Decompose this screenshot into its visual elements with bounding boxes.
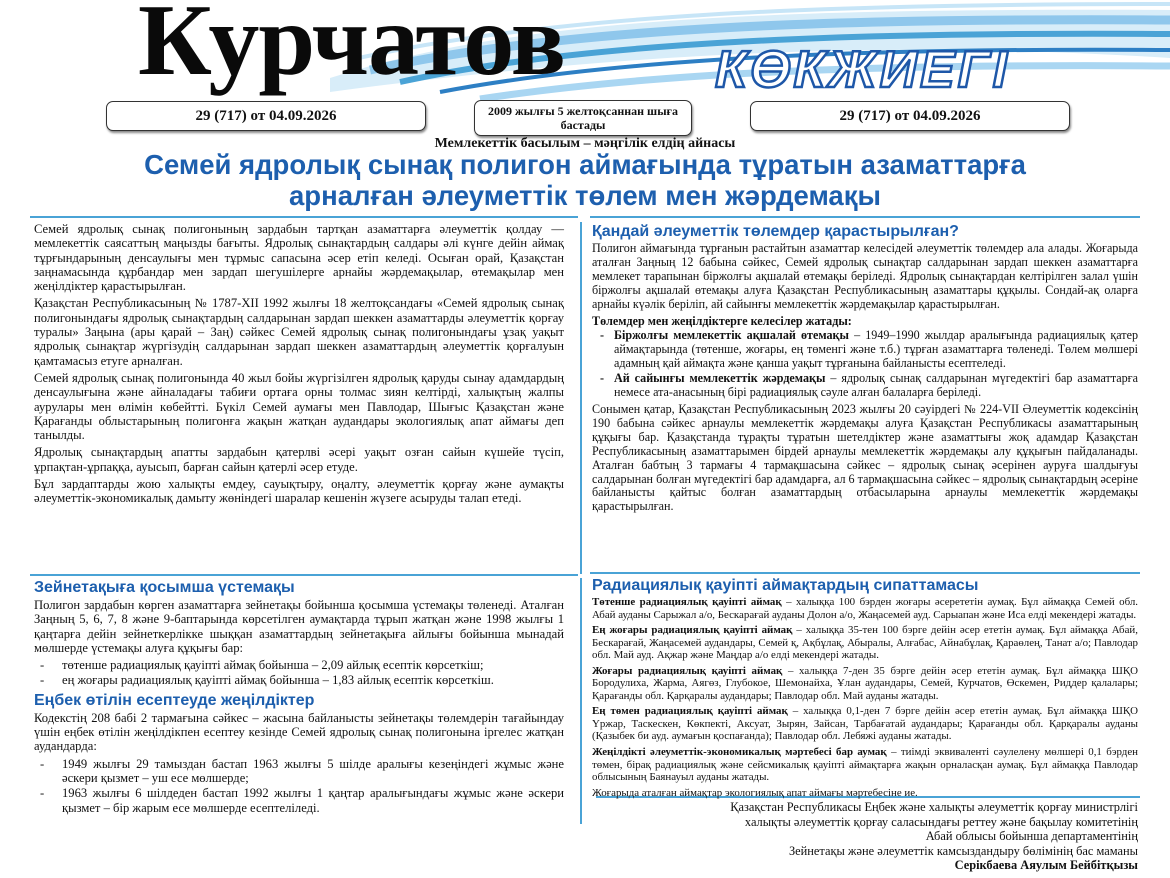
- zone-text: – халыққа 100 бэрден жоғары әсерететін аумақ. Бұл аймаққа Семей обл. Абай ауданы Сарыжал а/о, Бескарағай ауданы Долон а/о, Жаңасемей ауд. Сарыапан және Иса елді мекендері жатады.: [592, 596, 1138, 621]
- benefits-list: [592, 329, 1138, 400]
- masthead: [0, 0, 1170, 100]
- paragraph: Жоғарыда аталған аймақтар экологиялық апат аймағы мәртебесіне ие.: [592, 786, 918, 799]
- paragraph: Семей ядролық сынақ полигонының зардабын тартқан азаматтарға әлеуметтік қолдау — мемлекеттік саясаттың маңызды бағыты. Ядролық сынақтардың салдары әлі күнге дейін аймақ тұрғындарының денсаулығы мен тұрмыс сапасына әсер етіп келеді. Осыған орай, Қазақстан заңнамасында құрбандар мен зардап шегушілерге арнайы жәрдемақылар, өтемақылар мен жеңілдіктер қарастырылған.: [34, 222, 564, 294]
- signature-line: Қазақстан Республикасы Еңбек және халықты әлеуметтік қорғау министрлігі: [730, 800, 1138, 814]
- zone-text: – халыққа 0,1-ден 7 бэрге дейін әсер ететін аумақ. Бұл аймаққа ШҚО Үржар, Таскескен, Көкпекті, Аксуат, Зырян, Зайсан, Тарбағатай аудандары; Қарағанды обл. Қарқаралы ауданы (Қазыбек би ауд. аумағын қоспағанда); Павлодар обл. Лебяжі ауданы жатады.: [592, 705, 1139, 743]
- paragraph: Қазақстан Республикасының № 1787-XII 1992 жылғы 18 желтоқсандағы «Семей ядролық сынақ полигонындағы ядролық сынақтардың салдарынан зардап шеккен азаматтарды әлеуметтік қорғау туралы» Заңына (ары қарай – Заң) сәйкес Семей ядролық сынақ полигонындағы ұзақ уақыт ядролық сынақтар жүргізудің салдарынан зардап шеккен азаматтардың әлеуметтік қорғалуын қамтамасыз етуге арналған.: [34, 296, 564, 368]
- zone-name: Төтенше радиациялық қауіпті аймақ: [592, 596, 782, 608]
- signature-line: Зейнетақы және әлеуметтік камсыздандыру бөлімінің бас маманы: [788, 843, 1138, 858]
- column-divider-bottom: [580, 578, 582, 824]
- article-headline: [60, 149, 1110, 211]
- list-item: - төтенше радиациялық қауіпті аймақ бойынша – 2,09 айлық есептік көрсеткіш;: [34, 658, 564, 672]
- zone-text: – халыққа 7-ден 35 бэрге дейін әсер ететін аумақ. Бұл аймаққа ШҚО Бородулиха, Жарма, Аягөз, Глубокое, Шемонайха, Ұлан аудандары, Семей, Курчатов, Өскемен, Риддер қалалары; Қарағанды обл. Қарқаралы аудандары; Павлодар обл. Май ауданы жатады.: [592, 664, 1138, 702]
- zone-name: Ең төмен радиациялық қауіпті аймақ: [592, 705, 788, 718]
- zone-item: [592, 705, 1138, 743]
- paragraph: Полигон зардабын көрген азаматтарға зейнетақы бойынша қосымша үстемақы төленеді. Аталған Заңның 5, 6, 7, 8 және 9-баптарында көрсетілген аумақтарда тұрып жатқан және 1998 жылғы 1 қаңтарға дейін зейнеткерлікке шыққан азаматтардың зейнетақыға айлығы бойынша мынадай мөлшерде үстемақы алуға құқығы бар:: [34, 598, 564, 655]
- author-name: Серікбаева Аяулым Бейбітқызы: [954, 858, 1138, 873]
- author-signature: [578, 800, 1138, 873]
- divider-top-left: [30, 216, 578, 218]
- paragraph: Семей ядролық сынақ полигонында 40 жыл бойы жүргізілген ядролық қаруды сынау адамдардың денсаулығына және айналадағы табиғи ортаға орны толмас зиян келтірді, халықтың жалпы аурулары мен өлімін көбейтті. Бүкіл Семей аумағы мен Павлодар, Шығыс Қазақстан және Қарағанды облыстарының полигонға жақын жатқан аудандары экологиялық апат аймағы деп танылды.: [34, 370, 564, 443]
- list-item: - 1949 жылғы 29 тамыздан бастап 1963 жылғы 5 шілде аралығы кезеңіндегі жұмыс және әскери қызмет – уш есе мөлшерде;: [34, 757, 564, 786]
- founded-note: 2009 жылғы 5 желтоқсаннан шыға бастады: [474, 100, 692, 136]
- zone-name: Жоғары радиациялық қауіпті аймақ: [592, 664, 783, 677]
- section-title: Еңбек өтілін есептеуде жеңілдіктер: [34, 691, 315, 709]
- zone-name: Жеңілдікті әлеуметтік-экономикалық мәртебесі бар аумақ: [592, 746, 887, 759]
- newspaper-subtitle: КӨКЖИЕГІ: [715, 41, 1011, 99]
- slogan: Мемлекеттік басылым – мәңгілік елдің айнасы: [434, 136, 736, 151]
- intro-column: [34, 222, 564, 509]
- signature-line: халықты әлеуметтік қорғау саласындағы реттеу және бақылау комитетінің: [744, 814, 1138, 829]
- list-item: - ең жоғары радиациялық қауіпті аймақ бойынша – 1,83 айлық есептік көрсеткіш.: [34, 673, 564, 687]
- benefit-text: – 1949–1990 жылдар аралығында радиациялық қатер аймақтарында (төтенше, жоғары, ең төменгі және т.б.) тұрған азаматтарға төленеді. Төлем мөлшері адамның қай аймақта және қанша уақыт тұрғанына байланысты есептеледі.: [614, 328, 1138, 371]
- newspaper-title: Курчатов: [138, 0, 565, 97]
- list-item: - 1963 жылғы 6 шілдеден бастап 1992 жылғы 1 қаңтар аралығындағы жұмыс және әскери қызмет – бір жарым есе мөлшерде есептеліледі.: [34, 786, 564, 815]
- section-title: Зейнетақыға қосымша үстемақы: [34, 579, 295, 596]
- signature-line: Абай облысы бойынша департаментінің: [925, 829, 1138, 844]
- benefit-text: – ядролық сынақ салдарынан мүгедектігі бар азаматтарға немесе ата-анасының бірі радиациялық сәуле алған балаларға беріледі.: [614, 371, 1138, 400]
- zones-column: [592, 576, 1138, 802]
- paragraph: Полигон аймағында тұрғанын растайтын азаматтар келесідей әлеуметтік төлемдер ала алады. Жоғарыда аталған Заңның 12 бабына сәйкес, Семей ядролық сынақтар салдарынан зардап шеккен азаматтарға мемлекет тарапынан біржолғы ақшалай өтемақы беріледі. Ядролық сынақтардан келтірілген залал үшін біржолғы ақшалай өтемақы алуға Қазақстан Республикасының азаматтары құқылы. Сондай-ақ оларға арнайы күәлік беріліп, ай сайынғы мемлекеттік жәрдемақылар қарастырылған.: [592, 241, 1138, 311]
- paragraph: Ядролық сынақтардың апатты зардабын қатерлві әсері уақыт озған сайын күшейе түсіп, ұрпақтан-ұрпаққа, ауысып, барған сайын қатерлі әсер етуде.: [34, 445, 564, 474]
- benefits-column: [592, 222, 1138, 517]
- section-title: Радиациялық қауіпті аймақтардың сипаттамасы: [592, 577, 979, 594]
- divider-middle-right: [590, 572, 1140, 574]
- benefit-name: Ай сайынғы мемлекеттік жәрдемақы: [614, 371, 826, 386]
- divider-middle-left: [30, 574, 578, 576]
- headline-line-1: Семей ядролық сынақ полигон аймағында тұратын азаматтарға: [144, 149, 1026, 180]
- zone-item: [592, 624, 1138, 662]
- zone-text: – халыққа 35-тен 100 бэрге дейін әсер ететін аумақ. Бұл аймаққа Абай, Бескарағай, Жаңасемей аудандары, Семей қ, Ақбұлақ, Абыралы, Алғабас, Айнабұлақ, Қараөлең, Танат а/о; Павлодар обл. Май ауд. Ақжар және Маңдар а/о елді мекендері жатады.: [592, 624, 1138, 662]
- benefits-label: Төлемдер мен жеңілдіктерге келесілер жатады:: [592, 313, 852, 328]
- pension-list: [34, 658, 564, 688]
- paragraph: Сонымен қатар, Қазақстан Республикасының 2023 жылғы 20 сәуірдегі № 224-VII Әлеуметтік кодексінің 190 бабына сәйкес арнаулы мемлекеттік жәрдемақы алуға Қазақстан Республикасы азаматтарының құқығы бар. Қазақстанда тұрақты тұратын шетелдіктер және азаматтығы жоқ адамдар Қазақстан Республикасының азаматтарымен бірдей арнаулы мемлекеттік жәрдемақы алу құқығын пайдаланады. Аталған бабтың 3 тармағы 4 тармақшасына сәйкес – ядролық сынақ әсерінен ауруға шалдығуы салдарынан болған мүгедектігі бар адамдарға, ал 6 тармақшасына сәйкес – ядролық сынақтардың әсеріне байланысты қайтыс болған азаматтардың отбасыларына арнаулы мемлекеттік жәрдемақы қарастырылған.: [592, 401, 1138, 514]
- list-item: [592, 329, 1138, 371]
- issue-number-left: 29 (717) от 04.09.2026: [106, 101, 426, 131]
- list-item: [592, 372, 1138, 400]
- section-title: Қандай әлеуметтік төлемдер қарастырылған?: [592, 223, 959, 240]
- service-list: [34, 757, 564, 815]
- column-divider-top: [580, 222, 582, 574]
- paragraph: Бұл зардаптарды жою халықты емдеу, сауықтыру, оңалту, әлеуметтік қорғау және аумақты әлеуметтік-экономикалық дамыту жөніндегі шаралар кешенін жүзеге асыруды талап етеді.: [34, 477, 564, 506]
- paragraph: Кодекстің 208 бабі 2 тармағына сәйкес – жасына байланысты зейнетақы төлемдерін тағайындау үшін еңбек өтілін жеңілдікпен есептеу кезінде Семей ядролық сынақ полигонына іргелес жатқан аудандарда:: [34, 710, 564, 754]
- zone-item: [592, 746, 1138, 784]
- benefit-name: Біржолғы мемлекеттік ақшалай өтемақы: [614, 328, 849, 343]
- zone-item: [592, 596, 1138, 621]
- pension-column: [34, 578, 564, 818]
- divider-top-right: [590, 216, 1140, 218]
- zone-item: [592, 665, 1138, 703]
- zone-name: Ең жоғары радиациялық қауіпті аймақ: [592, 624, 793, 637]
- zone-text: – тиімді эквиваленті сәулелену мөлшері 0,1 бэрден төмен, бірақ радиациялық және сейсмикалық қауіпті аймақтарға жақын орналасқан аумақ. Бұл аймаққа Павлодар облысының Баянауыл ауданы жатады.: [592, 746, 1139, 784]
- issue-number-right: 29 (717) от 04.09.2026: [750, 101, 1070, 131]
- headline-line-2: арналған әлеуметтік төлем мен жәрдемақы: [289, 180, 881, 211]
